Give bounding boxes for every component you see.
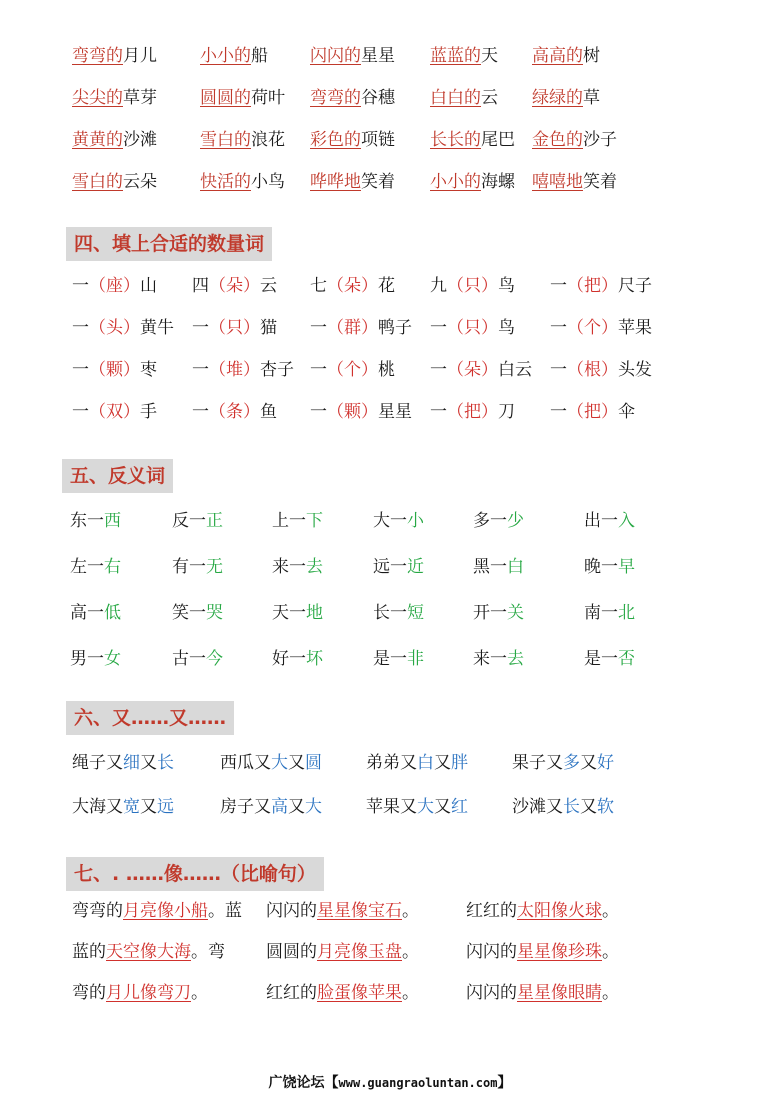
antonym-pair: 来一去 <box>272 557 323 577</box>
antonym-pair: 好一坏 <box>272 649 323 669</box>
footer-site-name: 广饶论坛【 <box>268 1075 339 1091</box>
simile-sentence: 闪闪的星星像眼睛。 <box>466 983 619 1003</box>
measure-item: 一（堆）杏子 <box>192 360 294 380</box>
adj-phrase: 小小的船 <box>200 46 268 66</box>
section-5-heading: 五、反义词 <box>62 459 173 493</box>
adj-phrase: 长长的尾巴 <box>430 130 515 150</box>
measure-item: 一（根）头发 <box>550 360 652 380</box>
you-you-phrase: 沙滩又长又软 <box>512 797 614 817</box>
you-you-phrase: 西瓜又大又圆 <box>220 753 322 773</box>
footer-url[interactable]: www.guangraoluntan.com <box>338 1076 498 1090</box>
measure-item: 九（只）鸟 <box>430 276 515 296</box>
simile-sentence: 闪闪的星星像宝石。 <box>266 901 419 921</box>
simile-sentence: 蓝的天空像大海。弯 <box>72 942 225 962</box>
antonym-pair: 上一下 <box>272 511 323 531</box>
antonym-pair: 反一正 <box>172 511 223 531</box>
adj-phrase: 圆圆的荷叶 <box>200 88 285 108</box>
measure-item: 一（把）尺子 <box>550 276 652 296</box>
antonym-pair: 长一短 <box>373 603 424 623</box>
adj-phrase: 弯弯的月儿 <box>72 46 157 66</box>
antonym-pair: 左一右 <box>70 557 121 577</box>
antonym-pair: 南一北 <box>584 603 635 623</box>
antonym-pair: 远一近 <box>373 557 424 577</box>
section-4-heading: 四、填上合适的数量词 <box>66 227 272 261</box>
antonym-pair: 开一关 <box>473 603 524 623</box>
antonym-pair: 晚一早 <box>584 557 635 577</box>
adj-phrase: 闪闪的星星 <box>310 46 395 66</box>
measure-item: 一（个）桃 <box>310 360 395 380</box>
measure-item: 一（把）刀 <box>430 402 515 422</box>
adj-phrase: 弯弯的谷穗 <box>310 88 395 108</box>
simile-sentence: 红红的太阳像火球。 <box>466 901 619 921</box>
adj-phrase: 雪白的浪花 <box>200 130 285 150</box>
measure-item: 一（只）猫 <box>192 318 277 338</box>
antonym-pair: 天一地 <box>272 603 323 623</box>
simile-sentence: 圆圆的月亮像玉盘。 <box>266 942 419 962</box>
section-7-heading: 七、. ……像……（比喻句） <box>66 857 324 891</box>
you-you-phrase: 弟弟又白又胖 <box>366 753 468 773</box>
adj-phrase: 彩色的项链 <box>310 130 395 150</box>
antonym-pair: 高一低 <box>70 603 121 623</box>
antonym-pair: 有一无 <box>172 557 223 577</box>
adj-phrase: 绿绿的草 <box>532 88 600 108</box>
measure-item: 一（只）鸟 <box>430 318 515 338</box>
you-you-phrase: 苹果又大又红 <box>366 797 468 817</box>
measure-item: 一（颗）枣 <box>72 360 157 380</box>
measure-item: 一（朵）白云 <box>430 360 532 380</box>
measure-item: 一（头）黄牛 <box>72 318 174 338</box>
measure-item: 一（个）苹果 <box>550 318 652 338</box>
antonym-pair: 大一小 <box>373 511 424 531</box>
antonym-pair: 来一去 <box>473 649 524 669</box>
adj-phrase: 蓝蓝的天 <box>430 46 498 66</box>
antonym-pair: 古一今 <box>172 649 223 669</box>
footer-bracket: 】 <box>497 1075 512 1091</box>
measure-item: 一（颗）星星 <box>310 402 412 422</box>
you-you-phrase: 大海又宽又远 <box>72 797 174 817</box>
adj-phrase: 白白的云 <box>430 88 498 108</box>
you-you-phrase: 绳子又细又长 <box>72 753 174 773</box>
antonym-pair: 东一西 <box>70 511 121 531</box>
you-you-phrase: 果子又多又好 <box>512 753 614 773</box>
measure-item: 一（条）鱼 <box>192 402 277 422</box>
adj-phrase: 金色的沙子 <box>532 130 617 150</box>
you-you-phrase: 房子又高又大 <box>220 797 322 817</box>
measure-item: 一（群）鸭子 <box>310 318 412 338</box>
section-6-heading: 六、又……又…… <box>66 701 234 735</box>
simile-sentence: 弯弯的月亮像小船。蓝 <box>72 901 242 921</box>
adj-phrase: 雪白的云朵 <box>72 172 157 192</box>
simile-sentence: 红红的脸蛋像苹果。 <box>266 983 419 1003</box>
adj-phrase: 黄黄的沙滩 <box>72 130 157 150</box>
adj-phrase: 小小的海螺 <box>430 172 515 192</box>
adj-phrase: 快活的小鸟 <box>200 172 285 192</box>
adj-phrase: 哗哗地笑着 <box>310 172 395 192</box>
measure-item: 一（把）伞 <box>550 402 635 422</box>
measure-item: 一（座）山 <box>72 276 157 296</box>
measure-item: 七（朵）花 <box>310 276 395 296</box>
footer-watermark <box>0 1072 780 1092</box>
simile-sentence: 弯的月儿像弯刀。 <box>72 983 208 1003</box>
measure-item: 一（双）手 <box>72 402 157 422</box>
measure-item: 四（朵）云 <box>192 276 277 296</box>
antonym-pair: 男一女 <box>70 649 121 669</box>
antonym-pair: 笑一哭 <box>172 603 223 623</box>
antonym-pair: 是一非 <box>373 649 424 669</box>
adj-phrase: 高高的树 <box>532 46 600 66</box>
simile-sentence: 闪闪的星星像珍珠。 <box>466 942 619 962</box>
antonym-pair: 是一否 <box>584 649 635 669</box>
adj-phrase: 尖尖的草芽 <box>72 88 157 108</box>
adj-phrase: 嘻嘻地笑着 <box>532 172 617 192</box>
antonym-pair: 出一入 <box>584 511 635 531</box>
antonym-pair: 黑一白 <box>473 557 524 577</box>
antonym-pair: 多一少 <box>473 511 524 531</box>
